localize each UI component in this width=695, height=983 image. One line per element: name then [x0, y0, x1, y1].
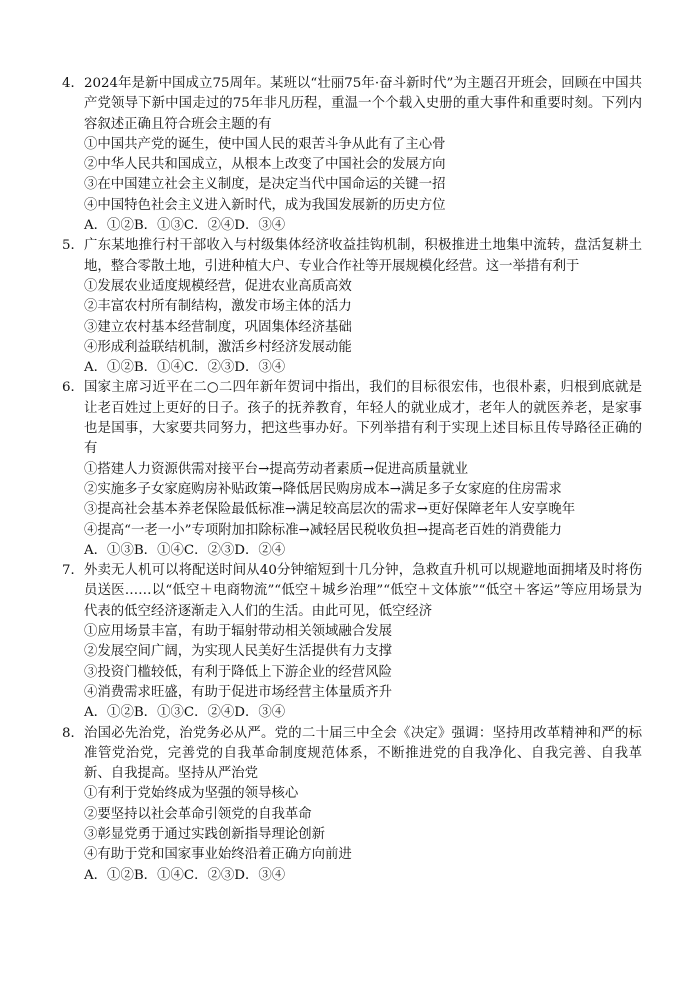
question-text: 广东某地推行村干部收入与村级集体经济收益挂钩机制，积极推进土地集中流转，盘活复耕土地，整合零散土地，引进种植大户、专业合作社等开展规模化经营。这一举措有利于 [84, 238, 642, 274]
question-number: 4． [62, 76, 84, 91]
option-item: ④有助于党和国家事业始终沿着正确方向前进 [84, 847, 352, 863]
question-stem [62, 724, 642, 785]
option-item: ①中国共产党的诞生，使中国人民的艰苦斗争从此有了主心骨 [84, 136, 446, 152]
option-item: ②中华人民共和国成立，从根本上改变了中国社会的发展方向 [84, 157, 446, 173]
question-4 [62, 74, 642, 236]
question-number: 6． [62, 380, 84, 396]
option-item: ③投资门槛较低，有利于降低上下游企业的经营风险 [84, 664, 392, 680]
option-item: ③提高社会基本养老保险最低标准→满足较高层次的需求→更好保障老年人安享晚年 [84, 502, 576, 518]
answer-choices: A．①②B．①③C．②④D．③④ [84, 218, 286, 234]
option-item: ②实施多子女家庭购房补贴政策→降低居民购房成本→满足多子女家庭的住房需求 [84, 481, 562, 497]
option-item: ①有利于党始终成为坚强的领导核心 [84, 786, 299, 802]
question-number: 7． [62, 563, 84, 579]
option-list [62, 460, 642, 541]
question-stem [62, 378, 642, 459]
question-6 [62, 378, 642, 561]
answer-choices: A．①③B．①④C．②③D．②④ [84, 542, 286, 558]
option-list [62, 622, 642, 703]
answer-choices: A．①②B．①④C．②③D．③④ [84, 867, 286, 883]
question-text: 治国必先治党，治党务必从严。党的二十届三中全会《决定》强调：坚持用改革精神和严的标准管党治党，完善党的自我革命制度规范体系，不断推进党的自我净化、自我完善、自我革新、自我提高。坚持从严治党 [84, 725, 642, 782]
option-item: ②发展空间广阔，为实现人民美好生活提供有力支撑 [84, 644, 392, 660]
option-item: ③建立农村基本经营制度，巩固集体经济基础 [84, 319, 352, 335]
question-number: 5． [62, 238, 84, 254]
question-8 [62, 724, 642, 886]
answer-choices: A．①②B．①③C．②④D．③④ [84, 705, 286, 721]
option-list [62, 277, 642, 358]
option-list [62, 784, 642, 865]
question-text: 2024年是新中国成立75周年。某班以“壮丽75年·奋斗新时代”为主题召开班会，回顾在中国共产党领导下新中国走过的75年非凡历程，重温一个个载入史册的重大事件和重要时刻。下列内容叙述正确且符合班会主题的有 [84, 76, 642, 132]
option-item: ③彰显党勇于通过实践创新指导理论创新 [84, 826, 326, 842]
question-5 [62, 236, 642, 378]
question-text: 国家主席习近平在二○二四年新年贺词中指出，我们的目标很宏伟，也很朴素，归根到底就是让老百姓过上更好的日子。孩子的抚养教育，年轻人的就业成才，老年人的就医养老，是家事也是国事，大家要共同努力，把这些事办好。下列举措有利于实现上述目标且传导路径正确的有 [84, 380, 642, 457]
option-item: ②要坚持以社会革命引领党的自我革命 [84, 806, 312, 822]
exam-page [62, 74, 642, 886]
question-stem [62, 236, 642, 277]
option-item: ④中国特色社会主义进入新时代，成为我国发展新的历史方位 [84, 197, 446, 213]
question-number: 8． [62, 725, 84, 741]
option-item: ④形成利益联结机制，激活乡村经济发展动能 [84, 339, 352, 355]
option-item: ④消费需求旺盛，有助于促进市场经营主体量质齐升 [84, 684, 392, 700]
option-item: ③在中国建立社会主义制度，是决定当代中国命运的关键一招 [84, 177, 446, 193]
question-stem [62, 74, 642, 135]
option-item: ①发展农业适度规模经营，促进农业高质高效 [84, 278, 352, 294]
question-text: 外卖无人机可以将配送时间从40分钟缩短到十几分钟，急救直升机可以规避地面拥堵及时将伤员送医……以“低空＋电商物流”“低空＋城乡治理”“低空＋文体旅”“低空＋客运”等应用场景为代表的低空经济逐渐走入人们的生活。由此可见，低空经济 [84, 563, 642, 619]
option-item: ④提高“一老一小”专项附加扣除标准→减轻居民税收负担→提高老百姓的消费能力 [84, 522, 563, 538]
option-item: ②丰富农村所有制结构，激发市场主体的活力 [84, 299, 352, 315]
option-item: ①应用场景丰富，有助于辐射带动相关领域融合发展 [84, 624, 392, 640]
option-item: ①搭建人力资源供需对接平台→提高劳动者素质→促进高质量就业 [84, 461, 468, 477]
question-7 [62, 561, 642, 723]
question-stem [62, 561, 642, 622]
option-list [62, 135, 642, 216]
answer-choices: A．①②B．①④C．②③D．③④ [84, 360, 286, 376]
